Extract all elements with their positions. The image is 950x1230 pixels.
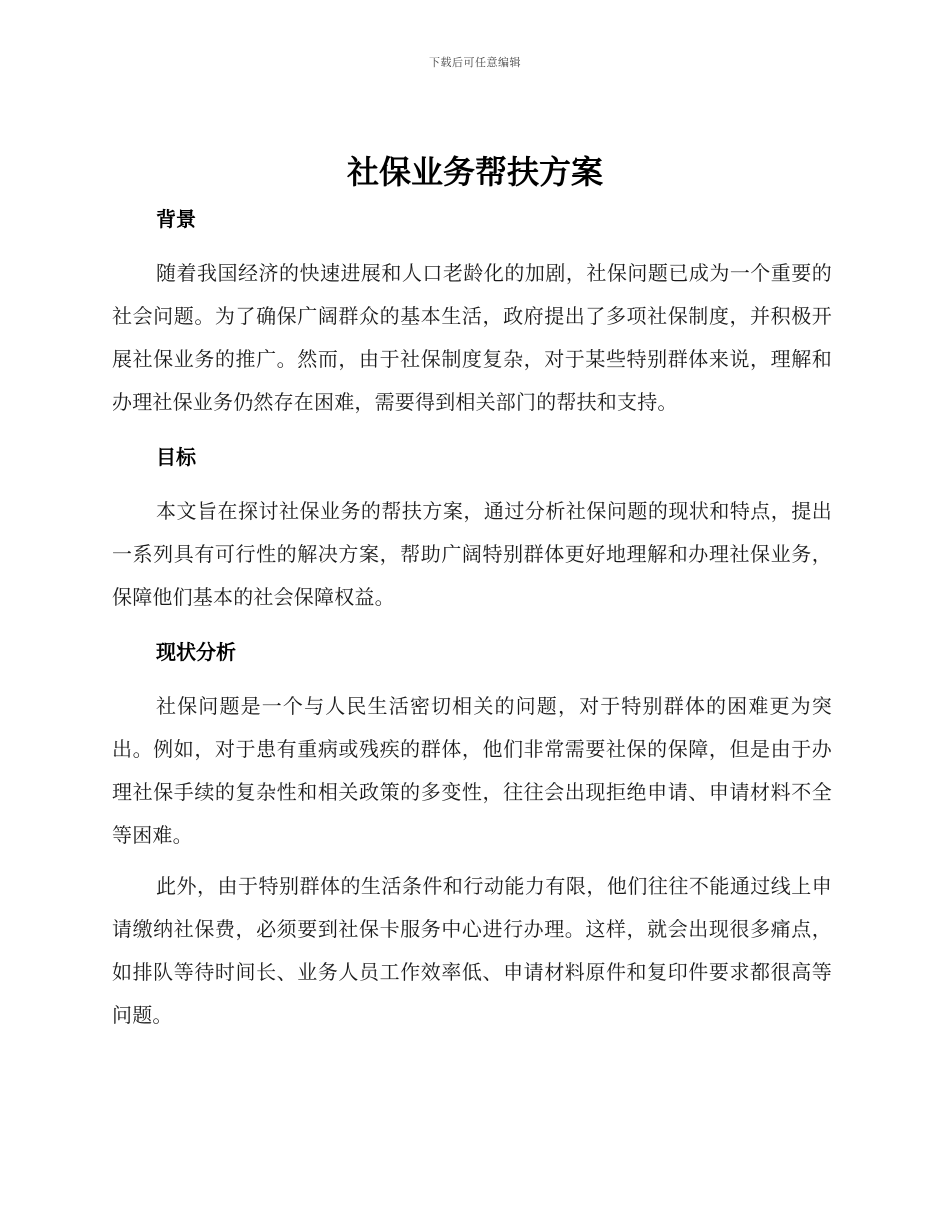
section-heading-background: 背景 — [156, 207, 196, 231]
document-title: 社保业务帮扶方案 — [346, 153, 603, 191]
paragraph-status-2: 此外，由于特别群体的生活条件和行动能力有限，他们往往不能通过线上申请缴纳社保费，必须要到社保卡服务中心进行办理。这样，就会出现很多痛点，如排队等待时间长、业务人员工作效率低、申请材料原件和复印件要求都很高等问题。 — [112, 874, 832, 1027]
section-background — [112, 200, 832, 424]
paragraph-status-1: 社保问题是一个与人民生活密切相关的问题，对于特别群体的困难更为突出。例如，对于患有重病或残疾的群体，他们非常需要社保的保障，但是由于办理社保手续的复杂性和相关政策的多变性，往往会出现拒绝申请、申请材料不全等困难。 — [112, 694, 832, 847]
section-heading-goal: 目标 — [156, 445, 196, 469]
section-heading-status-analysis: 现状分析 — [156, 640, 236, 664]
section-status-analysis — [112, 633, 832, 1037]
document-body — [112, 200, 832, 1037]
paragraph-background: 随着我国经济的快速进展和人口老龄化的加剧，社保问题已成为一个重要的社会问题。为了确保广阔群众的基本生活，政府提出了多项社保制度，并积极开展社保业务的推广。然而，由于社保制度复杂，对于某些特别群体来说，理解和办理社保业务仍然存在困难，需要得到相关部门的帮扶和支持。 — [112, 261, 832, 414]
paragraph-goal: 本文旨在探讨社保业务的帮扶方案，通过分析社保问题的现状和特点，提出一系列具有可行性的解决方案，帮助广阔特别群体更好地理解和办理社保业务，保障他们基本的社会保障权益。 — [112, 499, 832, 609]
header-note: 下载后可任意编辑 — [429, 56, 521, 69]
section-goal — [112, 438, 832, 619]
